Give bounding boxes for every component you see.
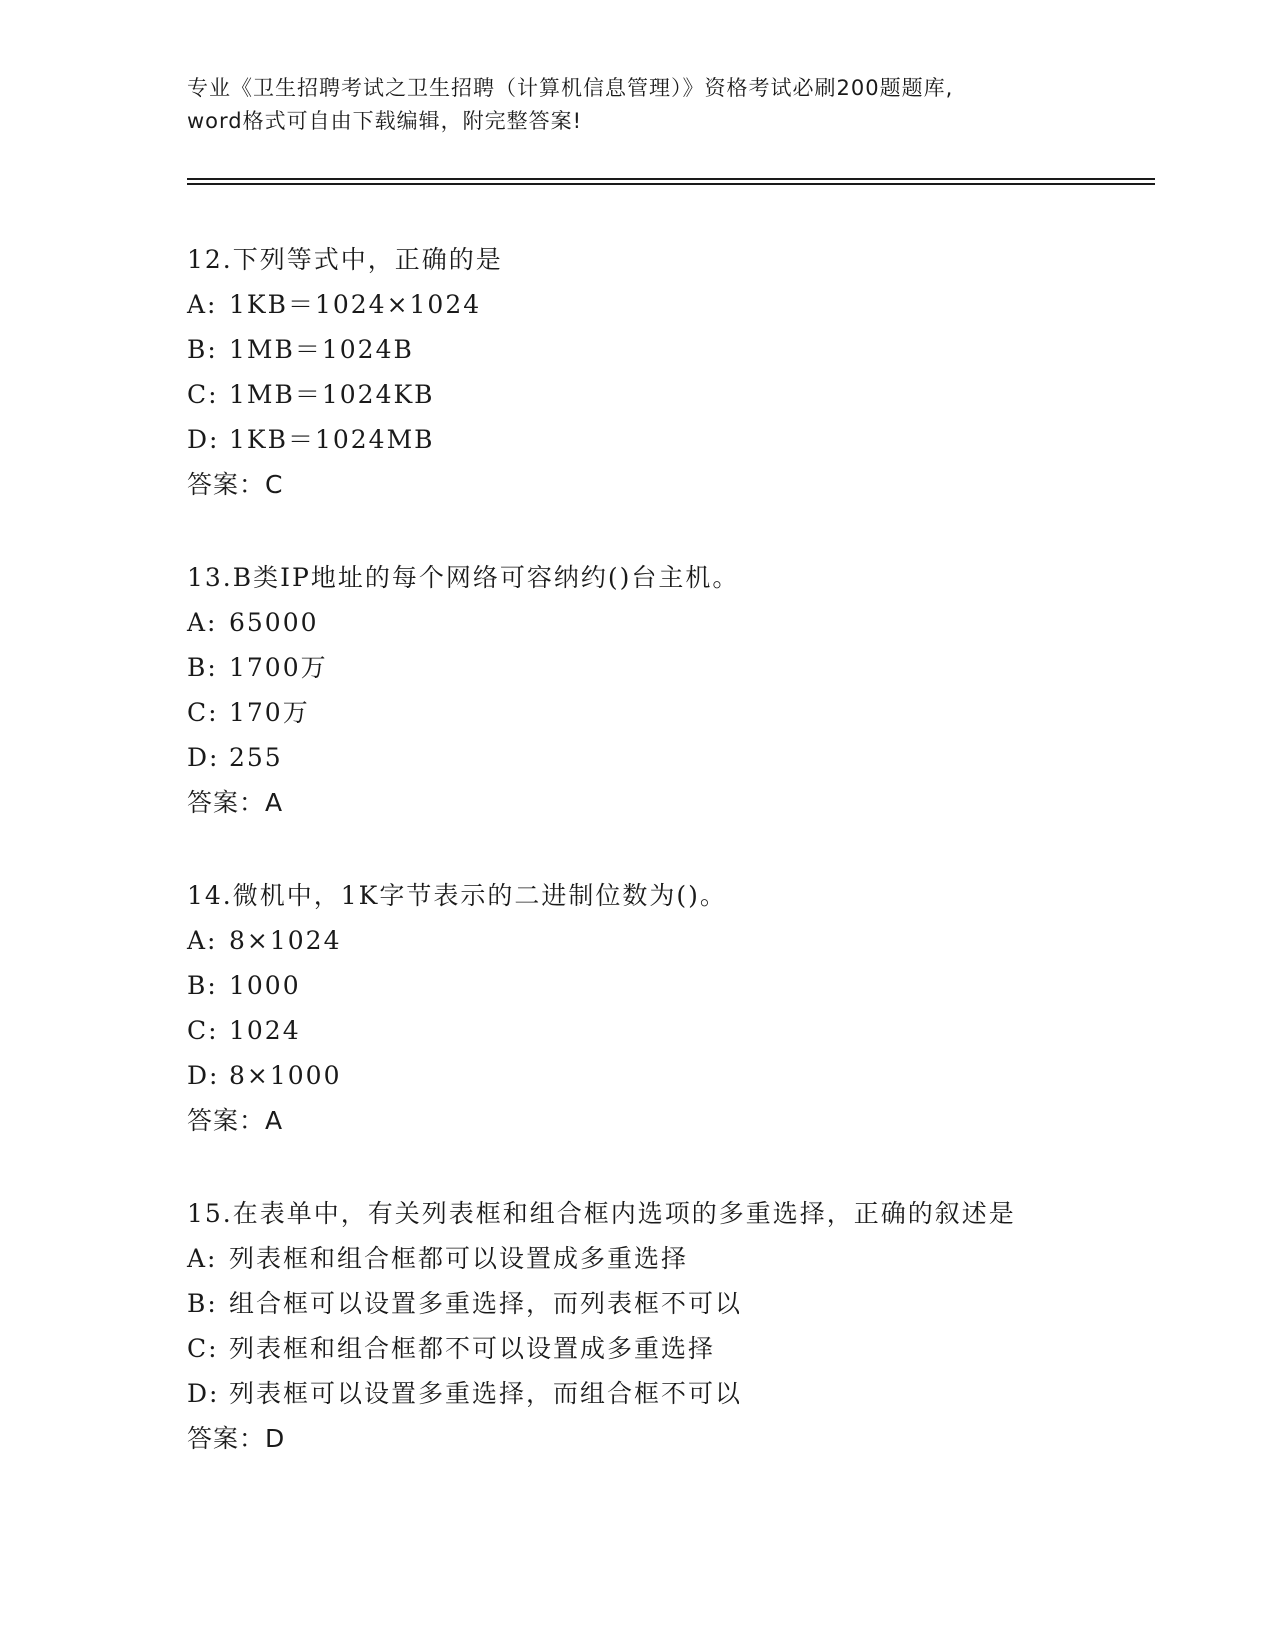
option-letter: C: (187, 698, 219, 727)
question-stem: 15.在表单中，有关列表框和组合框内选项的多重选择，正确的叙述是 (187, 1199, 1016, 1228)
option-letter: D: (187, 743, 220, 772)
option-text: 列表框和组合框都不可以设置成多重选择 (229, 1334, 716, 1363)
header-line-1: 专业《卫生招聘考试之卫生招聘（计算机信息管理）》资格考试必刷200题题库, (187, 76, 954, 100)
option-c (187, 1008, 1167, 1053)
option-letter: A: (187, 608, 218, 637)
option-letter: D: (187, 1379, 220, 1408)
option-c (187, 690, 1167, 735)
option-b (187, 963, 1167, 1008)
question-stem: 14.微机中，1K字节表示的二进制位数为()。 (187, 881, 727, 910)
question-15 (187, 1191, 1167, 1461)
header-divider-bottom (187, 183, 1155, 185)
option-d (187, 1053, 1167, 1098)
option-b (187, 327, 1167, 372)
option-d (187, 1371, 1167, 1416)
option-text: 8×1024 (229, 926, 342, 955)
answer: 答案：C (187, 470, 284, 499)
option-letter: B: (187, 653, 218, 682)
option-text: 170万 (229, 698, 310, 727)
answer: 答案：D (187, 1424, 286, 1453)
option-text: 1KB＝1024×1024 (229, 290, 482, 319)
option-text: 组合框可以设置多重选择，而列表框不可以 (229, 1289, 743, 1318)
option-a (187, 1236, 1167, 1281)
option-letter: C: (187, 1016, 219, 1045)
option-c (187, 1326, 1167, 1371)
option-d (187, 417, 1167, 462)
option-letter: B: (187, 1289, 218, 1318)
option-letter: D: (187, 425, 220, 454)
header-line-2: word格式可自由下载编辑，附完整答案! (187, 109, 583, 133)
option-d (187, 735, 1167, 780)
option-text: 8×1000 (229, 1061, 342, 1090)
option-text: 1700万 (229, 653, 328, 682)
option-b (187, 1281, 1167, 1326)
option-text: 1MB＝1024KB (229, 380, 435, 409)
option-text: 1MB＝1024B (229, 335, 414, 364)
option-text: 1KB＝1024MB (229, 425, 435, 454)
option-a (187, 600, 1167, 645)
option-letter: B: (187, 335, 218, 364)
answer: 答案：A (187, 788, 284, 817)
question-list (187, 237, 1167, 1509)
option-text: 255 (229, 743, 283, 772)
option-c (187, 372, 1167, 417)
question-13 (187, 555, 1167, 825)
question-stem: 13.B类IP地址的每个网络可容纳约()台主机。 (187, 563, 740, 592)
answer: 答案：A (187, 1106, 284, 1135)
option-text: 列表框和组合框都可以设置成多重选择 (229, 1244, 689, 1273)
option-text: 65000 (229, 608, 319, 637)
document-header (187, 72, 1087, 138)
option-letter: B: (187, 971, 218, 1000)
question-12 (187, 237, 1167, 507)
question-14 (187, 873, 1167, 1143)
option-text: 列表框可以设置多重选择，而组合框不可以 (229, 1379, 743, 1408)
option-letter: C: (187, 380, 219, 409)
option-letter: A: (187, 290, 218, 319)
option-a (187, 918, 1167, 963)
option-a (187, 282, 1167, 327)
option-b (187, 645, 1167, 690)
option-letter: A: (187, 926, 218, 955)
option-text: 1024 (229, 1016, 301, 1045)
option-text: 1000 (229, 971, 301, 1000)
option-letter: D: (187, 1061, 220, 1090)
header-divider-top (187, 178, 1155, 180)
option-letter: A: (187, 1244, 218, 1273)
option-letter: C: (187, 1334, 219, 1363)
question-stem: 12.下列等式中，正确的是 (187, 245, 503, 274)
